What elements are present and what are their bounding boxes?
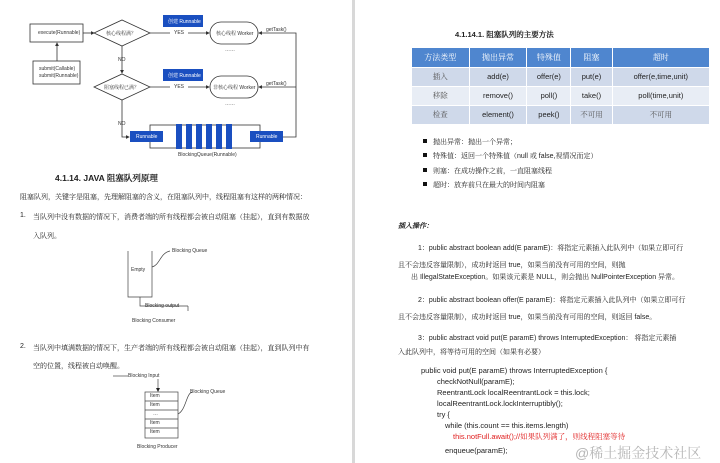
table-row [412,86,710,105]
code-line: public void put(E paramE) throws InterruptedException { [421,366,608,375]
table-cell: 不可用 [571,105,612,124]
p1-line: 1：public abstract boolean add(E paramE)：将指定元素插入此队列中（如果立即可行 [418,245,684,252]
table-cell: element() [469,105,527,124]
table-cell: poll() [527,86,571,105]
code-line: ReentrantLock localReentrantLock = this.lock; [437,388,590,397]
queue-item: Item [150,393,160,399]
queue-item: Item [150,420,160,426]
subsection-heading: 4.1.14.1. 阻塞队列的主要方法 [455,30,554,39]
insert-ops-title: 插入操作： [398,223,433,230]
get-task-label-1: getTask() [266,27,287,33]
page-divider [352,0,355,463]
table-cell: peek() [527,105,571,124]
table-header: 阻塞 [571,48,612,67]
runnable-right: Runnable [256,134,278,140]
queue-item: Item [150,429,160,435]
code-line: localReentrantLock.lockInterruptibly(); [437,399,563,408]
bullet-item: 则塞：在成功操作之前，一直阻塞线程 [433,168,552,175]
intro-paragraph: 阻塞队列，关键字是阻塞，先理解阻塞的含义，在阻塞队列中，线程阻塞有这样的两种情况： [20,194,307,201]
bullet-icon [423,168,427,172]
item-1-number: 1. [20,212,26,219]
code-line: checkNotNull(paramE); [437,377,515,386]
p2-line: 且不会违反容量限制），成功时返回 true，如果当前没有可用的空间，则返回 false。 [398,314,657,321]
table-cell: 移除 [412,86,469,105]
consumer-queue-label: Blocking Queue [172,248,208,254]
table-cell: add(e) [469,67,527,86]
item-2-number: 2. [20,343,26,350]
table-header: 特殊值 [527,48,571,67]
table-header: 抛出异常 [469,48,527,67]
no-label-2: NO [118,121,126,127]
item-1-line-1: 当队列中没有数据的情况下，消费者端的所有线程都会被自动阻塞（挂起），直到有数据放 [33,214,310,221]
section-heading: 4.1.14. JAVA 阻塞队列原理 [55,173,158,183]
create-runnable-badge-2: 创建 Runnable [168,73,201,79]
yes-label-2: YES [174,84,185,90]
table-row [412,67,710,86]
table-row [412,105,710,124]
bullet-item: 特殊值：返回一个特殊值（null 或 false,视情况而定） [433,153,598,160]
watermark: @稀土掘金技术社区 [575,445,702,461]
blocking-input-label: Blocking Input [128,373,160,379]
code-line: try { [437,410,450,419]
blocking-queue-box [150,125,260,148]
bullet-item: 抛出异常：抛出一个异常； [433,139,517,146]
p1-line: 出 IllegalStateException。如果该元素是 NULL，则会抛出 NullPointerException 异常。 [411,274,680,281]
table-header-row [412,48,710,67]
submit-label-2: submit(Runnable) [39,73,79,79]
ellipsis-2: …… [225,101,235,107]
runnable-left: Runnable [136,134,158,140]
no-label-1: NO [118,57,126,63]
item-2-line-1: 当队列中填满数据的情况下，生产者端的所有线程都会被自动阻塞（挂起），直到队列中有 [33,345,310,352]
queue-item: … [153,411,158,417]
methods-table [412,48,710,125]
code-line: enqueue(paramE); [445,446,508,455]
table-cell: 插入 [412,67,469,86]
core-worker-label: 核心线程 Worker [216,31,254,37]
ellipsis-1: …… [225,47,235,53]
table-header: 超时 [612,48,709,67]
code-line: while (this.count == this.items.length) [445,421,569,430]
bullet-icon [423,139,427,143]
producer-queue-label: Blocking Queue [190,389,226,395]
p3-line: 入此队列中，将等待可用的空间（如果有必要） [398,349,545,356]
table-cell: offer(e,time,unit) [612,67,709,86]
decision-1-label: 核心线程满？ [106,31,137,37]
table-cell: poll(time,unit) [612,86,709,105]
table-cell: 检查 [412,105,469,124]
decision-2-label: 阻塞线程已满？ [104,85,140,91]
table-cell: 不可用 [612,105,709,124]
noncore-worker-label: 非核心线程 Worker [213,85,256,91]
create-runnable-badge-1: 创建 Runnable [168,19,201,25]
bullet-item: 超时：放弃前只在最大的时间内阻塞 [433,182,545,189]
yes-label-1: YES [174,30,185,36]
blocking-output-label: Blocking output [145,303,180,309]
item-2-line-2: 空的位置，线程被自动唤醒。 [33,363,124,370]
get-task-label-2: getTask() [266,81,287,87]
consumer-caption: Blocking Consumer [132,318,176,324]
queue-caption: BlockingQueue(Runnable) [178,152,237,158]
table-cell: take() [571,86,612,105]
producer-caption: Blocking Producer [137,444,178,450]
table-cell: put(e) [571,67,612,86]
code-line-comment: this.notFull.await();//如果队列满了，则线程阻塞等待 [453,432,626,441]
table-header: 方法类型 [412,48,469,67]
table-cell: remove() [469,86,527,105]
execute-label: execute(Runnable) [38,30,81,36]
table-cell: offer(e) [527,67,571,86]
queue-item: Item [150,402,160,408]
bullet-icon [423,182,427,186]
p3-line: 3：public abstract void put(E paramE) throws InterruptedException： 将指定元素插 [418,335,677,342]
p1-line: 且不会违反容量限制），成功时返回 true，如果当前没有可用的空间，则抛 [398,262,626,269]
submit-label-1: submit(Callable) [39,66,76,72]
p2-line: 2：public abstract boolean offer(E paramE)：将指定元素插入此队列中（如果立即可行 [418,297,686,304]
item-1-line-2: 入队列。 [33,233,61,240]
bullet-icon [423,153,427,157]
empty-label: Empty [131,267,146,273]
